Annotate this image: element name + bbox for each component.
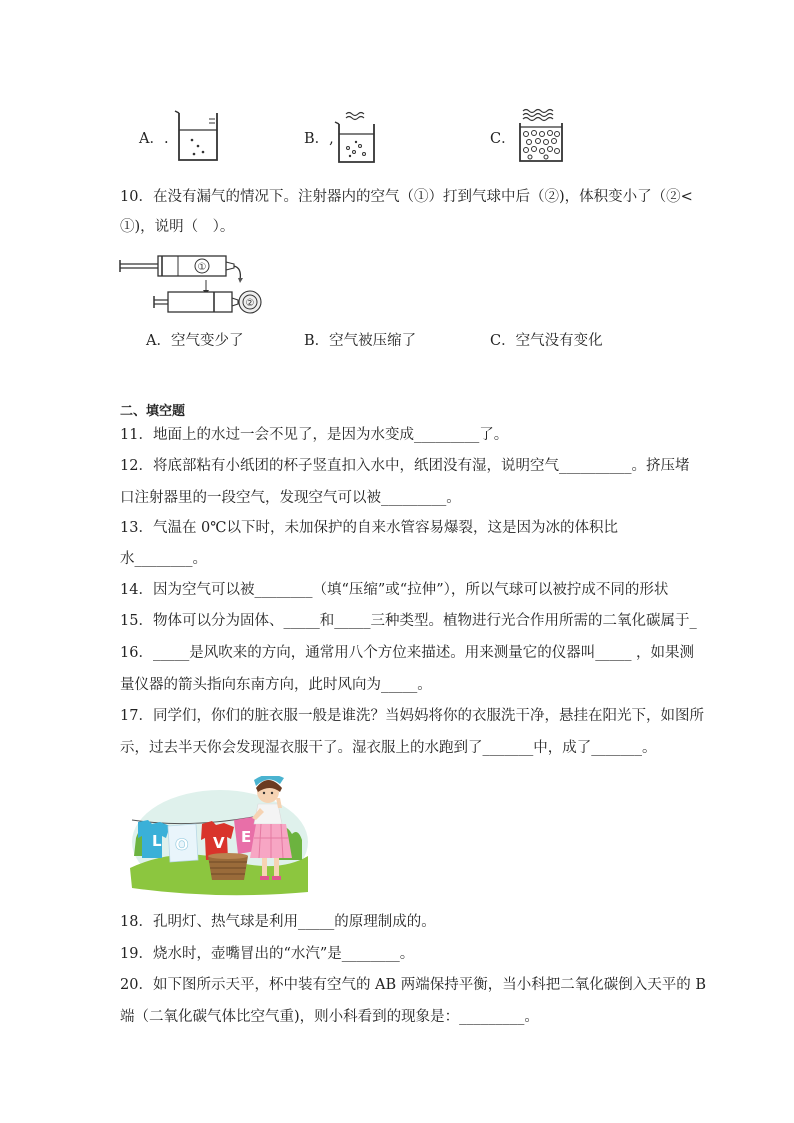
- syringe-balloon-diagram: [118, 248, 268, 326]
- q14-text: 14．因为空气可以被________（填“压缩”或“拉伸”），所以气球可以被拧成不同的形状: [120, 582, 669, 598]
- beaker-a-image: [174, 110, 222, 162]
- section-title: 二、填空题: [120, 404, 186, 419]
- diagram-mark-2: ②: [245, 298, 255, 309]
- q10-line-2: ①)，说明（ ）。: [120, 219, 235, 235]
- laundry-letter-v: V: [213, 834, 225, 852]
- q12-line-2: 口注射器里的一段空气，发现空气可以被_________。: [120, 490, 461, 506]
- q9-option-b-label: B．,: [304, 131, 334, 147]
- q13-line-2: 水________。: [120, 551, 207, 567]
- q20-line-1: 20．如下图所示天平，杯中装有空气的 AB 两端保持平衡，当小科把二氧化碳倒入天平的 B: [120, 977, 707, 993]
- laundry-illustration: [128, 776, 308, 896]
- q16-line-2: 量仪器的箭头指向东南方向，此时风向为_____。: [120, 677, 432, 693]
- q9-option-c-label: C．: [490, 131, 516, 147]
- q12-line-1: 12．将底部粘有小纸团的杯子竖直扣入水中，纸团没有湿，说明空气__________。挤压堵: [120, 458, 690, 474]
- q10-line-1: 10．在没有漏气的情况下。注射器内的空气（①）打到气球中后（②)，体积变小了（②<: [120, 189, 693, 205]
- q9-option-a-label: A．.: [139, 131, 169, 147]
- q11-text: 11．地面上的水过一会不见了，是因为水变成_________了。: [120, 427, 509, 443]
- q13-line-1: 13．气温在 0℃以下时，未加保护的自来水管容易爆裂，这是因为冰的体积比: [120, 520, 619, 536]
- beaker-b-image: [334, 108, 378, 164]
- q10-option-a: A．空气变少了: [146, 333, 244, 349]
- q16-line-1: 16．_____是风吹来的方向，通常用八个方位来描述。用来测量它的仪器叫_____ ，如果测: [120, 645, 695, 661]
- q10-option-c: C．空气没有变化: [490, 333, 603, 349]
- q20-line-2: 端（二氧化碳气体比空气重)，则小科看到的现象是：_________。: [120, 1009, 539, 1025]
- q19-text: 19．烧水时，壶嘴冒出的“水汽”是________。: [120, 946, 415, 962]
- laundry-letter-e: E: [241, 828, 252, 846]
- diagram-mark-1: ①: [197, 262, 207, 273]
- q17-line-1: 17．同学们，你们的脏衣服一般是谁洗？当妈妈将你的衣服洗干净，悬挂在阳光下，如图所: [120, 708, 704, 724]
- q17-line-2: 示，过去半天你会发现湿衣服干了。湿衣服上的水跑到了_______中，成了_______。: [120, 740, 657, 756]
- q15-text: 15．物体可以分为固体、_____和_____三种类型。植物进行光合作用所需的二氧化碳属于_: [120, 613, 697, 629]
- laundry-letter-o: O: [175, 835, 189, 854]
- q10-option-b: B．空气被压缩了: [304, 333, 417, 349]
- beaker-c-image: [517, 107, 565, 163]
- laundry-letter-l: L: [152, 832, 162, 850]
- q18-text: 18．孔明灯、热气球是利用_____的原理制成的。: [120, 914, 436, 930]
